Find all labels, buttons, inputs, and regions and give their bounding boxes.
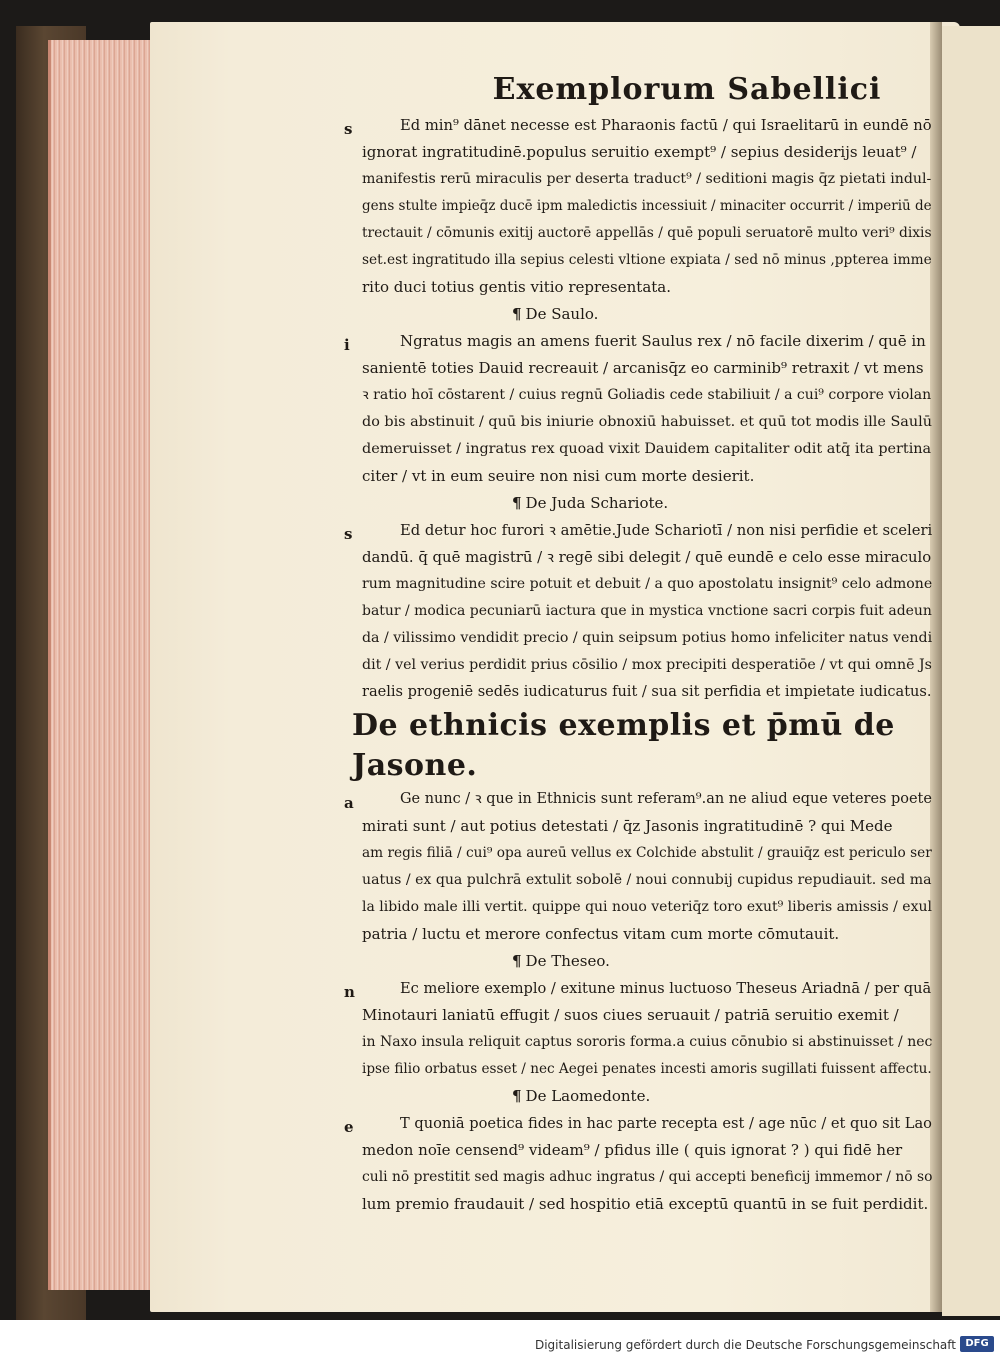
running-head: Exemplorum Sabellici (492, 72, 882, 107)
text-line: Ge nunc / ꝛ que in Ethnicis sunt referam⁹.an ne aliud eque veteres poete (400, 791, 932, 807)
subhead-theseo: ¶ De Theseo. (512, 952, 610, 970)
text-line: Ed min⁹ dānet necesse est Pharaonis factū / qui Israelitarū in eundē nō (400, 117, 932, 134)
paragraph-saulo (344, 328, 932, 490)
text-line: la libido male illi vertit. quippe qui nouo veteriq̄z toro exut⁹ liberis amissis / exul (362, 899, 932, 915)
text-line: dandū. q̄ quē magistrū / ꝛ regē sibi delegit / quē eundē e celo esse miraculo (362, 549, 932, 566)
paragraph-pharao (344, 112, 932, 301)
text-line: rito duci totius gentis vitio representata. (362, 278, 672, 296)
text-line: Ed detur hoc furori ꝛ amētie.Jude Schariotī / non nisi perfidie et sceleri (400, 522, 933, 539)
text-line: T quoniā poetica fides in hac parte recepta est / age nūc / et quo sit Lao (400, 1115, 932, 1132)
footer-bar (0, 1334, 1000, 1356)
section-heading: De ethnicis exemplis et p̄mū de Jasone. (352, 708, 895, 783)
text-line: batur / modica pecuniarū iactura que in mystica vnctione sacri corpis fuit adeun (362, 603, 932, 619)
text-line: do bis abstinuit / quū bis iniurie obnoxiū habuisset. et quū tot modis ille Saulū (362, 414, 932, 430)
text-line: am regis filiā / cui⁹ opa aureū vellus ex Colchide abstulit / grauiq̄z est periculo ser (362, 845, 932, 861)
text-line: trectauit / cōmunis exitij auctorē appellās / quē populi seruatorē multo veri⁹ dixis (362, 225, 932, 241)
text-line: dit / vel verius perdidit prius cōsilio / mox precipiti desperatiōe / vt qui omnē Js (362, 657, 932, 673)
text-line: in Naxo insula reliquit captus sororis forma.a cuius cōnubio si abstinuisset / nec (362, 1034, 933, 1050)
text-line: citer / vt in eum seuire non nisi cum morte desierit. (362, 467, 755, 485)
guide-letter: i (344, 336, 350, 354)
guide-letter: a (344, 794, 354, 812)
paragraph-jason (344, 786, 932, 948)
text-line: Minotauri laniatū effugit / suos ciues seruauit / patriā seruitio exemit / (362, 1006, 899, 1024)
text-line: ipse filio orbatus esset / nec Aegei penates incesti amoris sugillati fuissent affectu. (362, 1061, 932, 1077)
text-line: manifestis rerū miraculis per deserta traduct⁹ / seditioni magis q̄z pietati indul- (362, 171, 932, 187)
subhead-juda: ¶ De Juda Schariote. (512, 494, 669, 512)
paragraph-laomedon (344, 1110, 933, 1218)
text-line: uatus / ex qua pulchrā extulit sobolē / noui connubij cupidus repudiauit. sed ma (362, 872, 932, 888)
text-line: lum premio fraudauit / sed hospitio etiā exceptū quantū in se fuit perdidit. (362, 1195, 929, 1213)
text-line: Ec meliore exemplo / exitune minus luctuoso Theseus Ariadnā / per quā (400, 980, 932, 997)
text-line: raelis progeniē sedēs iudicaturus fuit / sua sit perfidia et impietate iudicatus. (362, 684, 932, 700)
pilcrow-icon: ¶ (512, 952, 522, 970)
text-line: rum magnitudine scire potuit et debuit / a quo apostolatu insignit⁹ celo admone (362, 576, 933, 592)
text-line: ignorat ingratitudinē.populus seruitio exempt⁹ / sepius desiderijs leuat⁹ / (362, 143, 917, 161)
funding-notice: Digitalisierung gefördert durch die Deutsche Forschungsgemeinschaft (534, 1338, 956, 1352)
text-line: medon noīe censend⁹ videam⁹ / pfidus ille ( quis ignorat ? ) qui fidē her (362, 1141, 903, 1159)
guide-letter: s (344, 120, 353, 138)
text-line: patria / luctu et merore confectus vitam cum morte cōmutauit. (362, 925, 840, 943)
subhead-laomedonte: ¶ De Laomedonte. (512, 1087, 651, 1105)
guide-letter: n (344, 983, 355, 1001)
subhead-saulo: ¶ De Saulo. (512, 305, 599, 323)
text-line: Ngratus magis an amens fuerit Saulus rex / nō facile dixerim / quē in (400, 332, 926, 350)
text-line: culi nō prestitit sed magis adhuc ingratus / qui accepti beneficij immemor / nō so (362, 1169, 933, 1185)
text-line: gens stulte impieq̄z ducē ipm maledictis incessiuit / minaciter occurrit / imperiū de (362, 198, 932, 214)
guide-letter: e (344, 1118, 354, 1136)
pilcrow-icon: ¶ (512, 1087, 522, 1105)
text-line: mirati sunt / aut potius detestati / q̄z Jasonis ingratitudinē ? qui Mede (362, 817, 893, 835)
paragraph-theseo (344, 975, 933, 1083)
text-line: sanientē toties Dauid recreauit / arcanisq̄z eo carminib⁹ retraxit / vt mens (362, 359, 924, 377)
dfg-logo-icon: DFG (960, 1336, 994, 1352)
paragraph-juda (344, 517, 933, 706)
text-line: set.est ingratitudo illa sepius celesti vltione expiata / sed nō minus ,ppterea imme (362, 252, 932, 268)
page-text (344, 70, 933, 1218)
pilcrow-icon: ¶ (512, 494, 522, 512)
text-line: demeruisset / ingratus rex quoad vixit Dauidem capitaliter odit atq̄ ita pertina (362, 441, 932, 457)
page-edges (48, 40, 163, 1290)
guide-letter: s (344, 525, 353, 543)
text-line: ꝛ ratio hoī cōstarent / cuius regnū Goliadis cede stabiliuit / a cui⁹ corpore violan (362, 387, 932, 403)
pilcrow-icon: ¶ (512, 305, 522, 323)
text-line: da / vilissimo vendidit precio / quin seipsum potius homo infeliciter natus vendi (362, 630, 933, 646)
facing-page-edge (942, 26, 1000, 1316)
